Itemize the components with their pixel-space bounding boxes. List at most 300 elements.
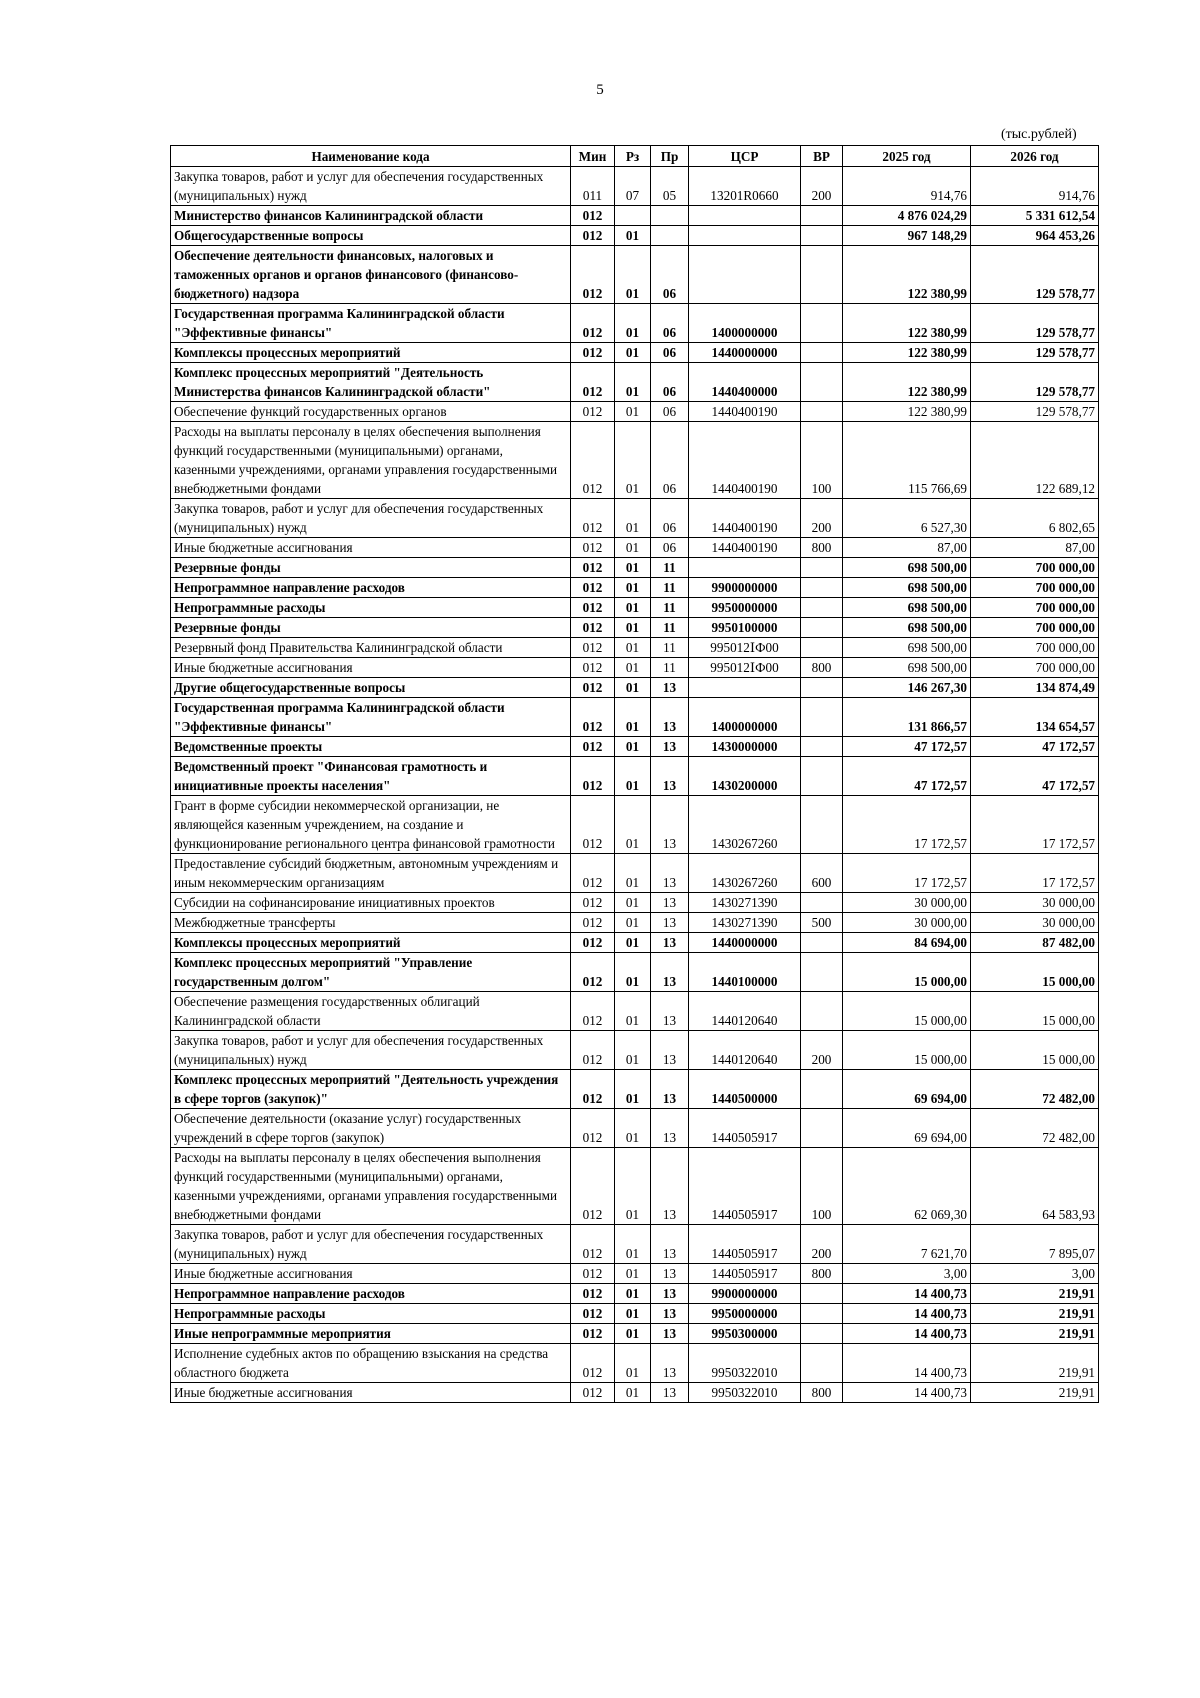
cell-name: Закупка товаров, работ и услуг для обеспечения государственных (муниципальных) нужд bbox=[171, 1225, 571, 1264]
table-row bbox=[171, 363, 1099, 402]
cell-name: Непрограммные расходы bbox=[171, 598, 571, 618]
cell-csr: 995012ⅠФ00 bbox=[689, 658, 801, 678]
table-row bbox=[171, 1344, 1099, 1383]
cell-pr: 06 bbox=[651, 402, 689, 422]
cell-pr: 11 bbox=[651, 618, 689, 638]
header-2025: 2025 год bbox=[843, 146, 971, 167]
cell-pr bbox=[651, 226, 689, 246]
cell-pr: 13 bbox=[651, 737, 689, 757]
cell-name: Иные бюджетные ассигнования bbox=[171, 658, 571, 678]
cell-vr: 500 bbox=[801, 913, 843, 933]
header-min: Мин bbox=[571, 146, 615, 167]
cell-amount-2026: 72 482,00 bbox=[971, 1109, 1099, 1148]
cell-name: Непрограммное направление расходов bbox=[171, 578, 571, 598]
header-2026: 2026 год bbox=[971, 146, 1099, 167]
cell-rz: 01 bbox=[615, 402, 651, 422]
cell-amount-2026: 700 000,00 bbox=[971, 638, 1099, 658]
cell-rz: 01 bbox=[615, 598, 651, 618]
cell-amount-2026: 700 000,00 bbox=[971, 558, 1099, 578]
cell-name: Комплекс процессных мероприятий "Управление государственным долгом" bbox=[171, 953, 571, 992]
cell-amount-2025: 14 400,73 bbox=[843, 1284, 971, 1304]
table-row bbox=[171, 304, 1099, 343]
cell-vr bbox=[801, 558, 843, 578]
cell-csr: 1430267260 bbox=[689, 796, 801, 854]
header-rz: Рз bbox=[615, 146, 651, 167]
table-row bbox=[171, 1109, 1099, 1148]
cell-name: Грант в форме субсидии некоммерческой организации, не являющейся казенным учреждением, на создание и функционирование регионального центра финансовой грамотности bbox=[171, 796, 571, 854]
cell-pr: 13 bbox=[651, 893, 689, 913]
cell-rz: 07 bbox=[615, 167, 651, 206]
cell-amount-2026: 30 000,00 bbox=[971, 893, 1099, 913]
cell-vr bbox=[801, 1324, 843, 1344]
table-row bbox=[171, 167, 1099, 206]
cell-pr: 13 bbox=[651, 757, 689, 796]
cell-amount-2026: 129 578,77 bbox=[971, 363, 1099, 402]
cell-amount-2026: 17 172,57 bbox=[971, 854, 1099, 893]
cell-csr: 1440000000 bbox=[689, 343, 801, 363]
cell-rz: 01 bbox=[615, 638, 651, 658]
cell-min: 012 bbox=[571, 953, 615, 992]
cell-amount-2026: 219,91 bbox=[971, 1383, 1099, 1403]
cell-amount-2026: 5 331 612,54 bbox=[971, 206, 1099, 226]
cell-rz: 01 bbox=[615, 698, 651, 737]
table-row bbox=[171, 953, 1099, 992]
cell-pr: 06 bbox=[651, 343, 689, 363]
cell-min: 012 bbox=[571, 913, 615, 933]
cell-rz: 01 bbox=[615, 1225, 651, 1264]
cell-min: 012 bbox=[571, 1383, 615, 1403]
cell-vr: 800 bbox=[801, 538, 843, 558]
table-row bbox=[171, 678, 1099, 698]
cell-pr: 11 bbox=[651, 578, 689, 598]
cell-min: 012 bbox=[571, 893, 615, 913]
cell-amount-2026: 219,91 bbox=[971, 1304, 1099, 1324]
cell-vr: 800 bbox=[801, 1383, 843, 1403]
cell-csr: 1440500000 bbox=[689, 1070, 801, 1109]
cell-amount-2025: 7 621,70 bbox=[843, 1225, 971, 1264]
cell-pr: 13 bbox=[651, 1070, 689, 1109]
cell-vr: 100 bbox=[801, 422, 843, 499]
cell-pr: 13 bbox=[651, 1225, 689, 1264]
cell-rz: 01 bbox=[615, 363, 651, 402]
cell-min: 012 bbox=[571, 658, 615, 678]
cell-rz: 01 bbox=[615, 1031, 651, 1070]
cell-min: 012 bbox=[571, 1109, 615, 1148]
cell-vr bbox=[801, 953, 843, 992]
cell-pr: 13 bbox=[651, 1264, 689, 1284]
cell-amount-2025: 17 172,57 bbox=[843, 854, 971, 893]
cell-min: 012 bbox=[571, 402, 615, 422]
cell-amount-2025: 17 172,57 bbox=[843, 796, 971, 854]
cell-amount-2025: 698 500,00 bbox=[843, 578, 971, 598]
table-row bbox=[171, 737, 1099, 757]
cell-rz: 01 bbox=[615, 913, 651, 933]
cell-vr: 100 bbox=[801, 1148, 843, 1225]
cell-name: Ведомственный проект "Финансовая грамотность и инициативные проекты населения" bbox=[171, 757, 571, 796]
cell-rz: 01 bbox=[615, 343, 651, 363]
cell-vr bbox=[801, 757, 843, 796]
table-row bbox=[171, 1148, 1099, 1225]
cell-min: 012 bbox=[571, 992, 615, 1031]
cell-amount-2026: 129 578,77 bbox=[971, 402, 1099, 422]
cell-pr: 06 bbox=[651, 422, 689, 499]
table-row bbox=[171, 402, 1099, 422]
cell-amount-2026: 129 578,77 bbox=[971, 343, 1099, 363]
cell-name: Обеспечение деятельности (оказание услуг) государственных учреждений в сфере торгов (закупок) bbox=[171, 1109, 571, 1148]
cell-name: Исполнение судебных актов по обращению взыскания на средства областного бюджета bbox=[171, 1344, 571, 1383]
table-row bbox=[171, 578, 1099, 598]
cell-rz: 01 bbox=[615, 757, 651, 796]
cell-name: Комплекс процессных мероприятий "Деятельность Министерства финансов Калининградской области" bbox=[171, 363, 571, 402]
cell-pr: 11 bbox=[651, 558, 689, 578]
cell-amount-2026: 122 689,12 bbox=[971, 422, 1099, 499]
header-csr: ЦСР bbox=[689, 146, 801, 167]
cell-amount-2025: 146 267,30 bbox=[843, 678, 971, 698]
cell-amount-2025: 698 500,00 bbox=[843, 558, 971, 578]
cell-csr: 1430000000 bbox=[689, 737, 801, 757]
cell-csr: 9950100000 bbox=[689, 618, 801, 638]
cell-amount-2025: 15 000,00 bbox=[843, 953, 971, 992]
cell-pr: 06 bbox=[651, 538, 689, 558]
cell-rz: 01 bbox=[615, 737, 651, 757]
cell-rz: 01 bbox=[615, 1264, 651, 1284]
cell-amount-2026: 15 000,00 bbox=[971, 992, 1099, 1031]
cell-name: Закупка товаров, работ и услуг для обеспечения государственных (муниципальных) нужд bbox=[171, 499, 571, 538]
table-row bbox=[171, 558, 1099, 578]
cell-amount-2026: 129 578,77 bbox=[971, 304, 1099, 343]
cell-amount-2026: 219,91 bbox=[971, 1324, 1099, 1344]
cell-csr: 9950000000 bbox=[689, 598, 801, 618]
table-row bbox=[171, 246, 1099, 304]
cell-pr: 13 bbox=[651, 1344, 689, 1383]
cell-amount-2025: 698 500,00 bbox=[843, 598, 971, 618]
cell-min: 012 bbox=[571, 246, 615, 304]
cell-rz: 01 bbox=[615, 422, 651, 499]
cell-name: Расходы на выплаты персоналу в целях обеспечения выполнения функций государственными (муниципальными) органами, казенными учреждениями, органами управления государственными внебюджетными фондами bbox=[171, 422, 571, 499]
table-row bbox=[171, 598, 1099, 618]
cell-rz: 01 bbox=[615, 1304, 651, 1324]
table-row bbox=[171, 422, 1099, 499]
cell-csr: 1440505917 bbox=[689, 1264, 801, 1284]
cell-name: Предоставление субсидий бюджетным, автономным учреждениям и иным некоммерческим организациям bbox=[171, 854, 571, 893]
cell-csr: 1440120640 bbox=[689, 992, 801, 1031]
cell-amount-2026: 15 000,00 bbox=[971, 1031, 1099, 1070]
cell-amount-2025: 122 380,99 bbox=[843, 343, 971, 363]
cell-amount-2025: 69 694,00 bbox=[843, 1109, 971, 1148]
cell-amount-2025: 3,00 bbox=[843, 1264, 971, 1284]
table-row bbox=[171, 499, 1099, 538]
cell-rz: 01 bbox=[615, 796, 651, 854]
cell-min: 012 bbox=[571, 678, 615, 698]
cell-vr bbox=[801, 246, 843, 304]
cell-amount-2025: 62 069,30 bbox=[843, 1148, 971, 1225]
table-row bbox=[171, 893, 1099, 913]
cell-vr bbox=[801, 992, 843, 1031]
cell-csr: 1400000000 bbox=[689, 698, 801, 737]
cell-rz: 01 bbox=[615, 578, 651, 598]
cell-amount-2026: 134 874,49 bbox=[971, 678, 1099, 698]
cell-name: Общегосударственные вопросы bbox=[171, 226, 571, 246]
cell-vr: 800 bbox=[801, 658, 843, 678]
cell-amount-2026: 17 172,57 bbox=[971, 796, 1099, 854]
cell-name: Межбюджетные трансферты bbox=[171, 913, 571, 933]
table-row bbox=[171, 1284, 1099, 1304]
cell-amount-2025: 698 500,00 bbox=[843, 618, 971, 638]
cell-amount-2025: 698 500,00 bbox=[843, 638, 971, 658]
cell-vr bbox=[801, 578, 843, 598]
cell-amount-2026: 964 453,26 bbox=[971, 226, 1099, 246]
cell-amount-2025: 87,00 bbox=[843, 538, 971, 558]
cell-csr: 1440400190 bbox=[689, 538, 801, 558]
cell-min: 012 bbox=[571, 343, 615, 363]
header-pr: Пр bbox=[651, 146, 689, 167]
cell-amount-2025: 698 500,00 bbox=[843, 658, 971, 678]
cell-rz: 01 bbox=[615, 304, 651, 343]
cell-amount-2025: 6 527,30 bbox=[843, 499, 971, 538]
cell-csr: 995012ⅠФ00 bbox=[689, 638, 801, 658]
cell-name: Ведомственные проекты bbox=[171, 737, 571, 757]
cell-min: 012 bbox=[571, 737, 615, 757]
cell-rz: 01 bbox=[615, 538, 651, 558]
cell-pr: 06 bbox=[651, 363, 689, 402]
cell-vr bbox=[801, 638, 843, 658]
cell-rz: 01 bbox=[615, 854, 651, 893]
cell-amount-2025: 30 000,00 bbox=[843, 913, 971, 933]
cell-amount-2025: 47 172,57 bbox=[843, 757, 971, 796]
cell-csr: 13201R0660 bbox=[689, 167, 801, 206]
cell-name: Закупка товаров, работ и услуг для обеспечения государственных (муниципальных) нужд bbox=[171, 1031, 571, 1070]
cell-csr: 1430271390 bbox=[689, 913, 801, 933]
cell-amount-2025: 15 000,00 bbox=[843, 1031, 971, 1070]
cell-pr: 13 bbox=[651, 1148, 689, 1225]
cell-rz: 01 bbox=[615, 893, 651, 913]
cell-amount-2025: 131 866,57 bbox=[843, 698, 971, 737]
cell-rz: 01 bbox=[615, 499, 651, 538]
cell-name: Иные бюджетные ассигнования bbox=[171, 538, 571, 558]
budget-table bbox=[170, 145, 1099, 1403]
cell-vr bbox=[801, 618, 843, 638]
table-row bbox=[171, 1070, 1099, 1109]
cell-amount-2025: 967 148,29 bbox=[843, 226, 971, 246]
cell-csr: 9900000000 bbox=[689, 578, 801, 598]
cell-rz: 01 bbox=[615, 1284, 651, 1304]
cell-vr bbox=[801, 598, 843, 618]
cell-min: 012 bbox=[571, 363, 615, 402]
cell-amount-2025: 914,76 bbox=[843, 167, 971, 206]
cell-csr: 9950322010 bbox=[689, 1383, 801, 1403]
cell-name: Резервные фонды bbox=[171, 558, 571, 578]
units-note: (тыс.рублей) bbox=[1001, 127, 1077, 142]
table-row bbox=[171, 638, 1099, 658]
cell-amount-2026: 64 583,93 bbox=[971, 1148, 1099, 1225]
cell-csr: 1430200000 bbox=[689, 757, 801, 796]
cell-csr: 1440400190 bbox=[689, 499, 801, 538]
cell-csr bbox=[689, 206, 801, 226]
cell-min: 012 bbox=[571, 206, 615, 226]
cell-min: 012 bbox=[571, 598, 615, 618]
cell-pr: 13 bbox=[651, 992, 689, 1031]
cell-name: Обеспечение деятельности финансовых, налоговых и таможенных органов и органов финансового (финансово-бюджетного) надзора bbox=[171, 246, 571, 304]
cell-csr: 1440505917 bbox=[689, 1225, 801, 1264]
table-row bbox=[171, 206, 1099, 226]
cell-min: 012 bbox=[571, 757, 615, 796]
cell-rz: 01 bbox=[615, 658, 651, 678]
cell-min: 012 bbox=[571, 304, 615, 343]
table-row bbox=[171, 1304, 1099, 1324]
cell-csr: 1440505917 bbox=[689, 1109, 801, 1148]
cell-amount-2025: 15 000,00 bbox=[843, 992, 971, 1031]
cell-min: 012 bbox=[571, 1324, 615, 1344]
table-row bbox=[171, 757, 1099, 796]
cell-vr: 800 bbox=[801, 1264, 843, 1284]
cell-rz: 01 bbox=[615, 953, 651, 992]
cell-pr: 13 bbox=[651, 1324, 689, 1344]
cell-vr bbox=[801, 698, 843, 737]
cell-pr: 13 bbox=[651, 1284, 689, 1304]
table-row bbox=[171, 992, 1099, 1031]
cell-vr bbox=[801, 796, 843, 854]
cell-pr: 11 bbox=[651, 638, 689, 658]
cell-name: Другие общегосударственные вопросы bbox=[171, 678, 571, 698]
cell-name: Непрограммное направление расходов bbox=[171, 1284, 571, 1304]
cell-name: Комплексы процессных мероприятий bbox=[171, 933, 571, 953]
cell-min: 012 bbox=[571, 226, 615, 246]
cell-pr: 11 bbox=[651, 658, 689, 678]
cell-min: 012 bbox=[571, 1148, 615, 1225]
cell-pr: 11 bbox=[651, 598, 689, 618]
cell-vr: 200 bbox=[801, 1225, 843, 1264]
cell-amount-2026: 914,76 bbox=[971, 167, 1099, 206]
cell-name: Министерство финансов Калининградской области bbox=[171, 206, 571, 226]
cell-min: 012 bbox=[571, 1264, 615, 1284]
cell-vr: 200 bbox=[801, 1031, 843, 1070]
cell-rz: 01 bbox=[615, 618, 651, 638]
cell-csr bbox=[689, 678, 801, 698]
cell-amount-2025: 14 400,73 bbox=[843, 1304, 971, 1324]
cell-name: Государственная программа Калининградской области "Эффективные финансы" bbox=[171, 304, 571, 343]
table-header-row bbox=[171, 146, 1099, 167]
cell-amount-2026: 72 482,00 bbox=[971, 1070, 1099, 1109]
cell-csr: 9950300000 bbox=[689, 1324, 801, 1344]
cell-pr: 13 bbox=[651, 953, 689, 992]
cell-rz: 01 bbox=[615, 226, 651, 246]
cell-amount-2026: 219,91 bbox=[971, 1344, 1099, 1383]
cell-rz: 01 bbox=[615, 558, 651, 578]
cell-min: 012 bbox=[571, 499, 615, 538]
cell-amount-2026: 47 172,57 bbox=[971, 737, 1099, 757]
cell-pr: 05 bbox=[651, 167, 689, 206]
cell-min: 012 bbox=[571, 422, 615, 499]
cell-rz: 01 bbox=[615, 933, 651, 953]
table-row bbox=[171, 796, 1099, 854]
cell-amount-2026: 87,00 bbox=[971, 538, 1099, 558]
cell-pr: 13 bbox=[651, 1031, 689, 1070]
cell-csr: 9950322010 bbox=[689, 1344, 801, 1383]
cell-min: 012 bbox=[571, 618, 615, 638]
cell-csr: 1440505917 bbox=[689, 1148, 801, 1225]
cell-csr: 1440120640 bbox=[689, 1031, 801, 1070]
cell-amount-2026: 6 802,65 bbox=[971, 499, 1099, 538]
cell-name: Расходы на выплаты персоналу в целях обеспечения выполнения функций государственными (муниципальными) органами, казенными учреждениями, органами управления государственными внебюджетными фондами bbox=[171, 1148, 571, 1225]
cell-pr: 13 bbox=[651, 854, 689, 893]
cell-vr bbox=[801, 1070, 843, 1109]
table-row bbox=[171, 658, 1099, 678]
cell-amount-2025: 122 380,99 bbox=[843, 304, 971, 343]
table-row bbox=[171, 343, 1099, 363]
cell-min: 012 bbox=[571, 1304, 615, 1324]
cell-amount-2025: 84 694,00 bbox=[843, 933, 971, 953]
cell-pr: 13 bbox=[651, 796, 689, 854]
cell-amount-2025: 4 876 024,29 bbox=[843, 206, 971, 226]
cell-amount-2025: 122 380,99 bbox=[843, 402, 971, 422]
cell-csr bbox=[689, 226, 801, 246]
cell-pr: 13 bbox=[651, 698, 689, 737]
cell-name: Иные бюджетные ассигнования bbox=[171, 1383, 571, 1403]
cell-amount-2025: 122 380,99 bbox=[843, 363, 971, 402]
cell-name: Непрограммные расходы bbox=[171, 1304, 571, 1324]
cell-vr bbox=[801, 933, 843, 953]
page-number: 5 bbox=[596, 82, 604, 98]
table-row bbox=[171, 1031, 1099, 1070]
cell-min: 012 bbox=[571, 638, 615, 658]
cell-min: 012 bbox=[571, 1070, 615, 1109]
cell-name: Резервный фонд Правительства Калининградской области bbox=[171, 638, 571, 658]
cell-pr: 13 bbox=[651, 933, 689, 953]
cell-rz: 01 bbox=[615, 1324, 651, 1344]
table-row bbox=[171, 1383, 1099, 1403]
table-row bbox=[171, 538, 1099, 558]
cell-min: 012 bbox=[571, 1031, 615, 1070]
cell-amount-2026: 700 000,00 bbox=[971, 598, 1099, 618]
cell-min: 012 bbox=[571, 1284, 615, 1304]
table-row bbox=[171, 1225, 1099, 1264]
header-vr: ВР bbox=[801, 146, 843, 167]
cell-csr bbox=[689, 246, 801, 304]
cell-csr: 9900000000 bbox=[689, 1284, 801, 1304]
cell-rz: 01 bbox=[615, 1109, 651, 1148]
table-row bbox=[171, 1324, 1099, 1344]
cell-name: Государственная программа Калининградской области "Эффективные финансы" bbox=[171, 698, 571, 737]
cell-vr bbox=[801, 737, 843, 757]
cell-amount-2026: 87 482,00 bbox=[971, 933, 1099, 953]
cell-amount-2026: 219,91 bbox=[971, 1284, 1099, 1304]
cell-pr: 13 bbox=[651, 913, 689, 933]
cell-csr: 1440000000 bbox=[689, 933, 801, 953]
cell-pr: 13 bbox=[651, 1304, 689, 1324]
cell-vr bbox=[801, 893, 843, 913]
cell-amount-2025: 14 400,73 bbox=[843, 1344, 971, 1383]
cell-pr: 13 bbox=[651, 1383, 689, 1403]
cell-csr: 1440400000 bbox=[689, 363, 801, 402]
cell-vr bbox=[801, 304, 843, 343]
cell-rz: 01 bbox=[615, 678, 651, 698]
cell-csr: 1430267260 bbox=[689, 854, 801, 893]
cell-min: 012 bbox=[571, 1344, 615, 1383]
cell-min: 012 bbox=[571, 796, 615, 854]
cell-name: Резервные фонды bbox=[171, 618, 571, 638]
cell-amount-2026: 30 000,00 bbox=[971, 913, 1099, 933]
cell-rz bbox=[615, 206, 651, 226]
cell-vr bbox=[801, 206, 843, 226]
table-row bbox=[171, 913, 1099, 933]
cell-vr bbox=[801, 226, 843, 246]
cell-name: Комплексы процессных мероприятий bbox=[171, 343, 571, 363]
cell-vr: 200 bbox=[801, 167, 843, 206]
cell-vr bbox=[801, 343, 843, 363]
table-row bbox=[171, 854, 1099, 893]
cell-rz: 01 bbox=[615, 992, 651, 1031]
cell-vr bbox=[801, 402, 843, 422]
